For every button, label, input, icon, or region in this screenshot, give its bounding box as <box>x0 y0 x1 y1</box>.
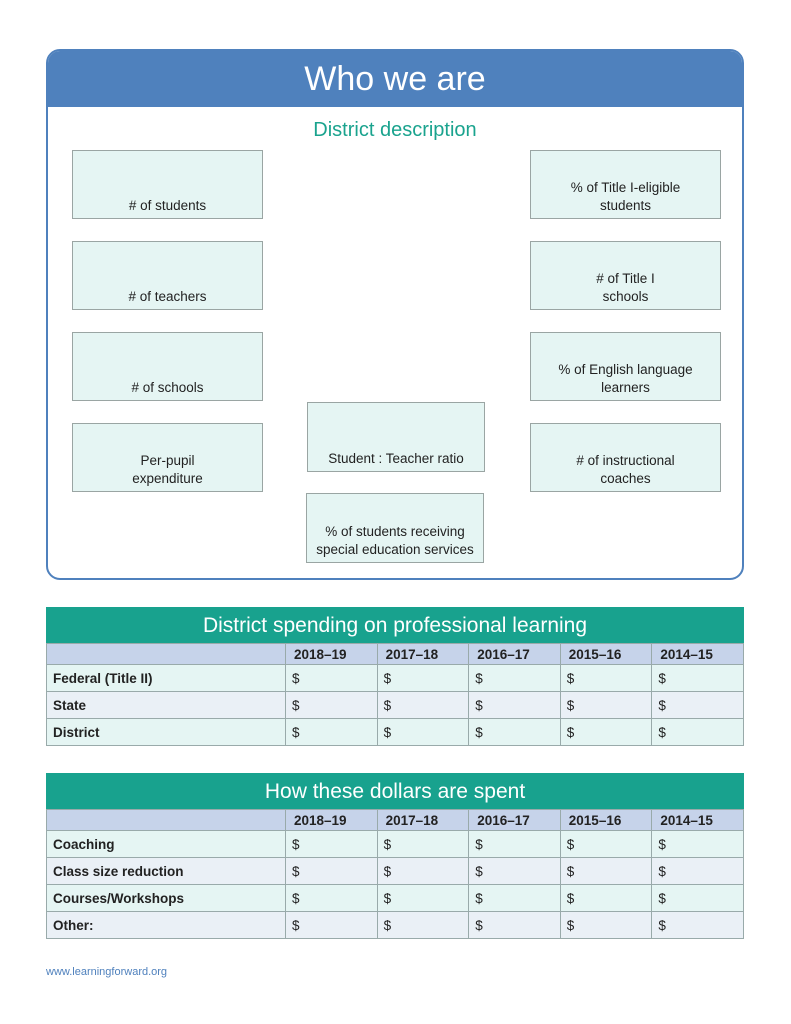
schools-box[interactable] <box>72 332 263 401</box>
amount-cell[interactable]: $ <box>652 831 744 858</box>
amount-cell[interactable]: $ <box>286 912 378 939</box>
amount-cell[interactable]: $ <box>560 719 652 746</box>
row-label: Courses/Workshops <box>47 885 286 912</box>
amount-cell[interactable]: $ <box>469 831 561 858</box>
dollars-table <box>46 809 744 939</box>
amount-cell[interactable]: $ <box>377 831 469 858</box>
amount-cell[interactable]: $ <box>286 692 378 719</box>
row-label: Coaching <box>47 831 286 858</box>
special-education-label: % of students receiving special education services <box>316 524 474 557</box>
row-label: State <box>47 692 286 719</box>
table-row <box>47 665 744 692</box>
year-header: 2018–19 <box>286 810 378 831</box>
ell-box[interactable] <box>530 332 721 401</box>
special-education-box[interactable] <box>306 493 484 563</box>
year-header: 2018–19 <box>286 644 378 665</box>
student-teacher-ratio-label: Student : Teacher ratio <box>328 451 464 466</box>
amount-cell[interactable]: $ <box>377 912 469 939</box>
who-we-are-title: Who we are <box>48 51 742 107</box>
spending-table-title: District spending on professional learning <box>46 607 744 643</box>
amount-cell[interactable]: $ <box>652 719 744 746</box>
year-header: 2016–17 <box>469 810 561 831</box>
table-row <box>47 912 744 939</box>
per-pupil-box[interactable] <box>72 423 263 492</box>
table-row <box>47 831 744 858</box>
coaches-label: # of instructional coaches <box>576 453 675 486</box>
amount-cell[interactable]: $ <box>652 692 744 719</box>
amount-cell[interactable]: $ <box>560 885 652 912</box>
amount-cell[interactable]: $ <box>469 885 561 912</box>
year-header: 2014–15 <box>652 810 744 831</box>
row-label: District <box>47 719 286 746</box>
dollars-table-title: How these dollars are spent <box>46 773 744 809</box>
year-header: 2015–16 <box>560 810 652 831</box>
schools-label: # of schools <box>131 380 204 395</box>
amount-cell[interactable]: $ <box>560 692 652 719</box>
row-label: Federal (Title II) <box>47 665 286 692</box>
per-pupil-label: Per-pupil expenditure <box>132 453 203 486</box>
amount-cell[interactable]: $ <box>377 719 469 746</box>
amount-cell[interactable]: $ <box>560 858 652 885</box>
amount-cell[interactable]: $ <box>469 719 561 746</box>
amount-cell[interactable]: $ <box>560 912 652 939</box>
title-i-schools-label: # of Title I schools <box>596 271 655 304</box>
teachers-label: # of teachers <box>128 289 207 304</box>
amount-cell[interactable]: $ <box>286 885 378 912</box>
amount-cell[interactable]: $ <box>652 912 744 939</box>
amount-cell[interactable]: $ <box>560 665 652 692</box>
spending-corner-cell <box>47 644 286 665</box>
spending-header-row <box>47 644 744 665</box>
amount-cell[interactable]: $ <box>469 858 561 885</box>
row-label: Other: <box>47 912 286 939</box>
year-header: 2017–18 <box>377 644 469 665</box>
dollars-header-row <box>47 810 744 831</box>
coaches-box[interactable] <box>530 423 721 492</box>
amount-cell[interactable]: $ <box>652 858 744 885</box>
amount-cell[interactable]: $ <box>286 858 378 885</box>
amount-cell[interactable]: $ <box>286 831 378 858</box>
year-header: 2015–16 <box>560 644 652 665</box>
district-description-heading: District description <box>313 119 477 141</box>
amount-cell[interactable]: $ <box>469 912 561 939</box>
amount-cell[interactable]: $ <box>469 665 561 692</box>
amount-cell[interactable]: $ <box>377 858 469 885</box>
year-header: 2014–15 <box>652 644 744 665</box>
amount-cell[interactable]: $ <box>652 885 744 912</box>
amount-cell[interactable]: $ <box>286 719 378 746</box>
amount-cell[interactable]: $ <box>652 665 744 692</box>
row-label: Class size reduction <box>47 858 286 885</box>
dollars-corner-cell <box>47 810 286 831</box>
amount-cell[interactable]: $ <box>286 665 378 692</box>
amount-cell[interactable]: $ <box>377 665 469 692</box>
table-row <box>47 885 744 912</box>
ell-label: % of English language learners <box>558 362 693 395</box>
footer-url[interactable]: www.learningforward.org <box>46 966 168 978</box>
spending-table <box>46 643 744 746</box>
table-row <box>47 692 744 719</box>
dollars-table-section <box>46 773 744 939</box>
title-i-eligible-label: % of Title I-eligible students <box>570 180 681 213</box>
amount-cell[interactable]: $ <box>377 692 469 719</box>
title-i-schools-box[interactable] <box>530 241 721 310</box>
year-header: 2016–17 <box>469 644 561 665</box>
student-teacher-ratio-box[interactable] <box>307 402 485 472</box>
table-row <box>47 858 744 885</box>
table-row <box>47 719 744 746</box>
amount-cell[interactable]: $ <box>469 692 561 719</box>
teachers-box[interactable] <box>72 241 263 310</box>
students-label: # of students <box>128 198 207 213</box>
students-box[interactable] <box>72 150 263 219</box>
amount-cell[interactable]: $ <box>560 831 652 858</box>
spending-table-section <box>46 607 744 746</box>
amount-cell[interactable]: $ <box>377 885 469 912</box>
title-i-eligible-box[interactable] <box>530 150 721 219</box>
year-header: 2017–18 <box>377 810 469 831</box>
